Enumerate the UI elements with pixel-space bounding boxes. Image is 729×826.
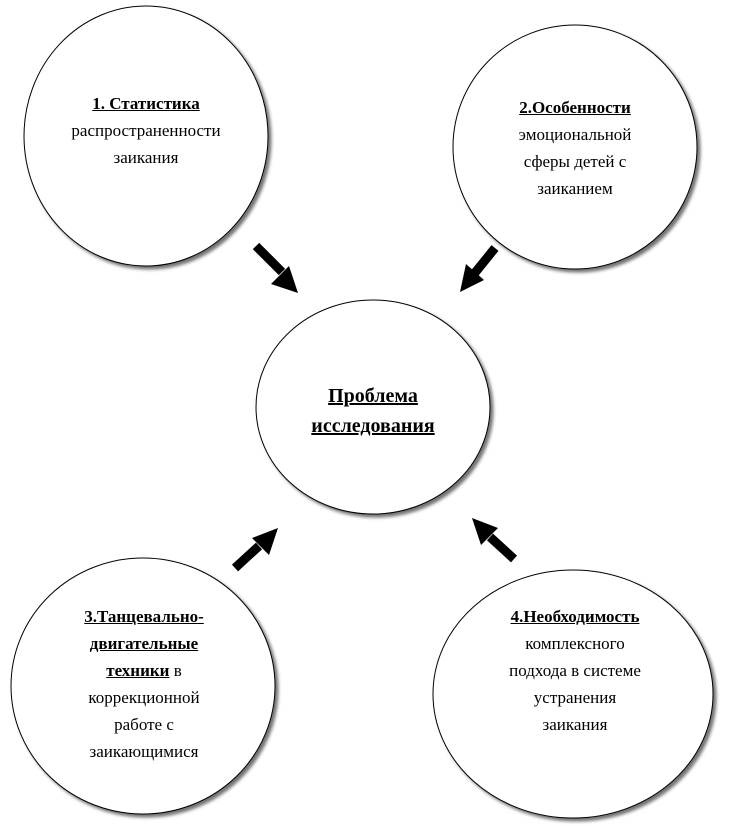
center-line-1: Проблема (328, 385, 418, 407)
center-label (273, 381, 473, 441)
node-dance-text (59, 603, 229, 765)
node-dance-heading-line: 3.Танцевально- (84, 607, 204, 626)
node-emotional-line: эмоциональной (518, 125, 632, 144)
node-dance-line: коррекционной (88, 688, 200, 707)
node-dance-line: работе с (114, 715, 174, 734)
node-necessity-line: заикания (542, 715, 608, 734)
node-emotional-heading: 2.Особенности (519, 98, 631, 117)
node-necessity-text (480, 603, 670, 738)
node-statistics-text (56, 90, 236, 171)
arrow-3-icon (235, 528, 278, 568)
node-necessity-line: комплексного (525, 634, 625, 653)
node-emotional-text (495, 94, 655, 202)
node-emotional-line: заиканием (537, 179, 613, 198)
arrow-1-icon (256, 246, 298, 293)
node-necessity-line: устранения (533, 688, 617, 707)
node-dance-line (59, 657, 229, 684)
node-emotional-line: сферы детей с (523, 152, 627, 171)
node-dance-tail-rest: в (169, 661, 182, 680)
node-statistics-heading: 1. Статистика (92, 94, 200, 113)
node-statistics-line: распространенности (71, 121, 221, 140)
node-statistics-line: заикания (113, 148, 179, 167)
node-necessity-line: подхода в системе (509, 661, 641, 680)
center-line-2: исследования (311, 415, 435, 437)
node-dance-heading-tail: техники (106, 661, 170, 680)
node-dance-heading-line: двигательные (89, 634, 199, 653)
arrow-2-icon (460, 248, 495, 292)
node-necessity-heading: 4.Необходимость (510, 607, 640, 626)
arrow-4-icon (472, 518, 514, 559)
node-dance-line: заикающимися (89, 742, 199, 761)
